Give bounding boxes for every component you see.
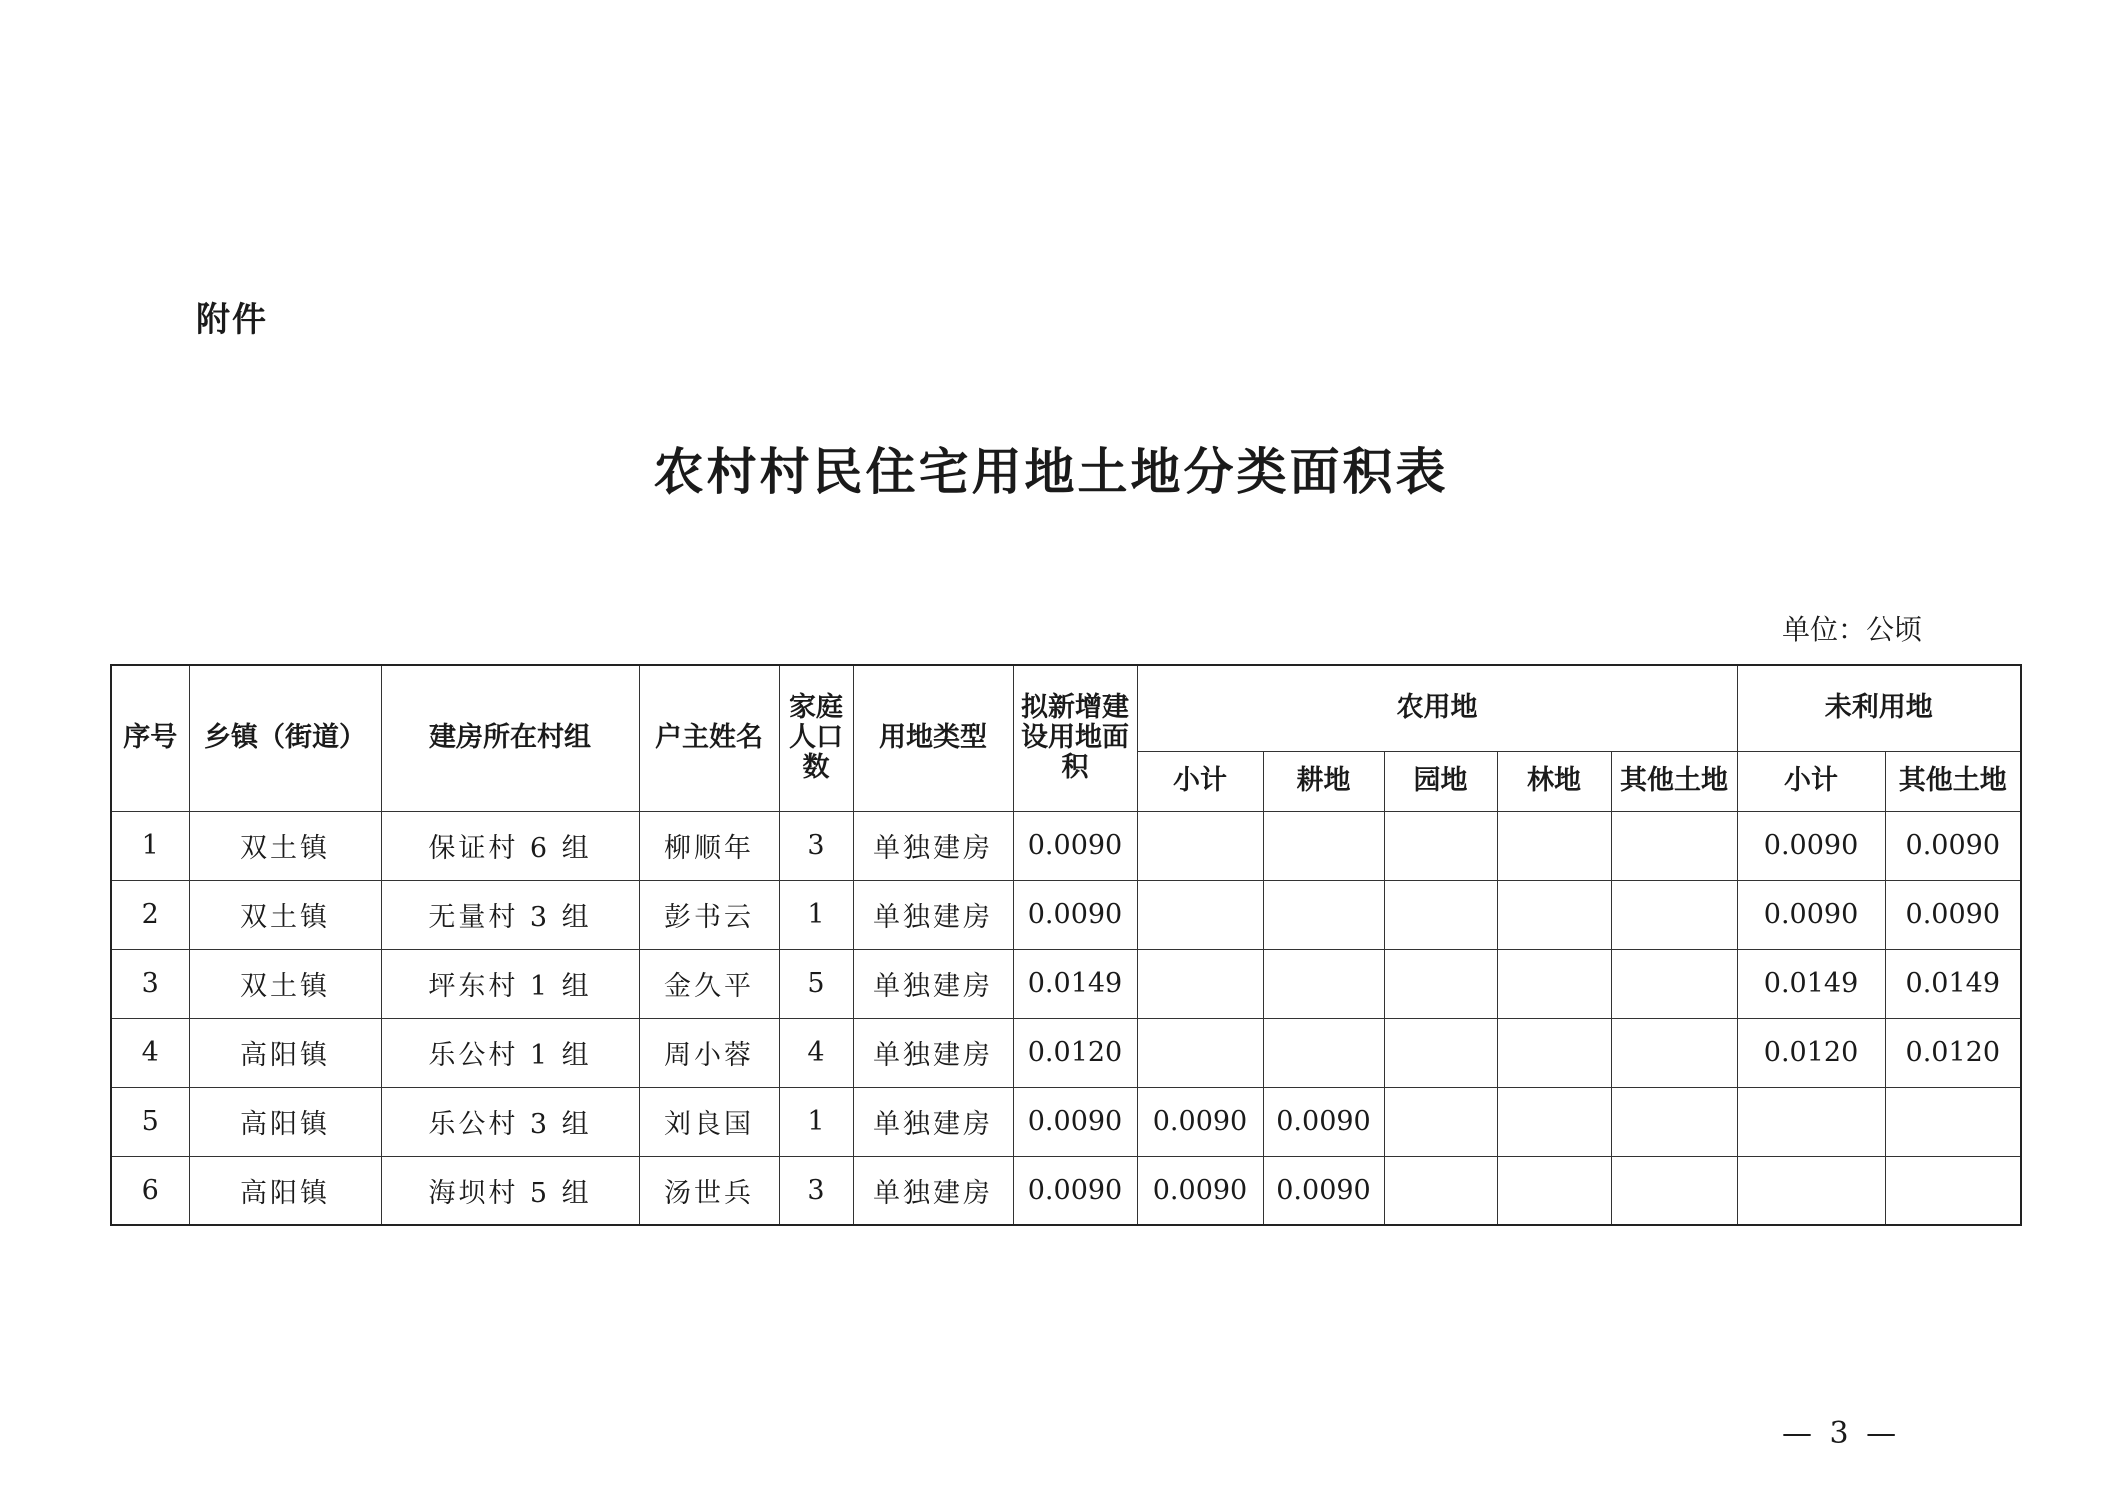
cell-family-population: 5	[779, 949, 853, 1018]
cell-householder: 汤世兵	[639, 1156, 779, 1225]
cell-ag-garden	[1384, 880, 1497, 949]
header-ag-forest: 林地	[1497, 751, 1611, 811]
header-town: 乡镇（街道）	[189, 665, 381, 811]
cell-family-population: 1	[779, 880, 853, 949]
cell-town: 高阳镇	[189, 1087, 381, 1156]
cell-town: 双土镇	[189, 880, 381, 949]
table-row	[111, 1156, 2021, 1225]
cell-householder: 金久平	[639, 949, 779, 1018]
cell-seq: 5	[111, 1087, 189, 1156]
cell-ag-forest	[1497, 949, 1611, 1018]
cell-land-use-type: 单独建房	[853, 880, 1013, 949]
cell-ag-garden	[1384, 1018, 1497, 1087]
unit-label: 单位：公顷	[1782, 613, 1923, 646]
cell-ag-garden	[1384, 949, 1497, 1018]
cell-new-area: 0.0090	[1013, 1087, 1137, 1156]
table-row	[111, 1087, 2021, 1156]
header-seq: 序号	[111, 665, 189, 811]
land-classification-table	[110, 664, 2022, 1226]
header-village-group: 建房所在村组	[381, 665, 639, 811]
cell-ag-garden	[1384, 811, 1497, 880]
cell-village-group: 海坝村 5 组	[381, 1156, 639, 1225]
cell-town: 双土镇	[189, 949, 381, 1018]
cell-ag-subtotal	[1137, 949, 1263, 1018]
attachment-label: 附件	[196, 300, 268, 340]
cell-unused-subtotal	[1737, 1087, 1885, 1156]
cell-ag-other	[1611, 1087, 1737, 1156]
cell-unused-subtotal: 0.0120	[1737, 1018, 1885, 1087]
header-unused-other: 其他土地	[1885, 751, 2021, 811]
cell-householder: 周小蓉	[639, 1018, 779, 1087]
cell-ag-arable	[1263, 811, 1384, 880]
header-householder: 户主姓名	[639, 665, 779, 811]
cell-ag-other	[1611, 811, 1737, 880]
cell-new-area: 0.0120	[1013, 1018, 1137, 1087]
table-row	[111, 1018, 2021, 1087]
cell-new-area: 0.0149	[1013, 949, 1137, 1018]
cell-ag-garden	[1384, 1087, 1497, 1156]
cell-seq: 2	[111, 880, 189, 949]
cell-ag-forest	[1497, 1087, 1611, 1156]
cell-new-area: 0.0090	[1013, 880, 1137, 949]
cell-ag-subtotal	[1137, 880, 1263, 949]
cell-seq: 3	[111, 949, 189, 1018]
cell-land-use-type: 单独建房	[853, 811, 1013, 880]
cell-ag-subtotal	[1137, 1018, 1263, 1087]
cell-ag-arable	[1263, 949, 1384, 1018]
cell-unused-subtotal: 0.0149	[1737, 949, 1885, 1018]
header-land-use-type: 用地类型	[853, 665, 1013, 811]
cell-seq: 6	[111, 1156, 189, 1225]
cell-family-population: 3	[779, 811, 853, 880]
cell-ag-other	[1611, 880, 1737, 949]
cell-ag-other	[1611, 1156, 1737, 1225]
cell-town: 高阳镇	[189, 1018, 381, 1087]
cell-unused-subtotal	[1737, 1156, 1885, 1225]
document-title: 农村村民住宅用地土地分类面积表	[653, 443, 1449, 501]
cell-unused-other: 0.0090	[1885, 811, 2021, 880]
cell-ag-other	[1611, 1018, 1737, 1087]
header-ag-other: 其他土地	[1611, 751, 1737, 811]
cell-village-group: 乐公村 3 组	[381, 1087, 639, 1156]
table-row	[111, 880, 2021, 949]
cell-ag-subtotal: 0.0090	[1137, 1156, 1263, 1225]
cell-unused-other	[1885, 1087, 2021, 1156]
cell-seq: 1	[111, 811, 189, 880]
header-unused-land: 未利用地	[1737, 665, 2021, 751]
cell-town: 双土镇	[189, 811, 381, 880]
cell-ag-arable	[1263, 880, 1384, 949]
cell-new-area: 0.0090	[1013, 811, 1137, 880]
cell-unused-other: 0.0090	[1885, 880, 2021, 949]
cell-ag-forest	[1497, 1156, 1611, 1225]
header-ag-arable: 耕地	[1263, 751, 1384, 811]
cell-unused-subtotal: 0.0090	[1737, 811, 1885, 880]
cell-ag-arable	[1263, 1018, 1384, 1087]
cell-family-population: 4	[779, 1018, 853, 1087]
header-agricultural-land: 农用地	[1137, 665, 1737, 751]
cell-village-group: 无量村 3 组	[381, 880, 639, 949]
cell-land-use-type: 单独建房	[853, 1018, 1013, 1087]
cell-ag-forest	[1497, 811, 1611, 880]
cell-land-use-type: 单独建房	[853, 1087, 1013, 1156]
cell-village-group: 乐公村 1 组	[381, 1018, 639, 1087]
cell-ag-forest	[1497, 880, 1611, 949]
cell-village-group: 坪东村 1 组	[381, 949, 639, 1018]
cell-ag-forest	[1497, 1018, 1611, 1087]
cell-town: 高阳镇	[189, 1156, 381, 1225]
cell-unused-other: 0.0149	[1885, 949, 2021, 1018]
cell-family-population: 3	[779, 1156, 853, 1225]
cell-land-use-type: 单独建房	[853, 1156, 1013, 1225]
cell-ag-other	[1611, 949, 1737, 1018]
page-number: — 3 —	[1782, 1416, 1901, 1451]
cell-seq: 4	[111, 1018, 189, 1087]
cell-land-use-type: 单独建房	[853, 949, 1013, 1018]
header-new-construction-area: 拟新增建设用地面积	[1013, 665, 1137, 811]
cell-ag-subtotal: 0.0090	[1137, 1087, 1263, 1156]
cell-householder: 刘良国	[639, 1087, 779, 1156]
cell-unused-other	[1885, 1156, 2021, 1225]
cell-ag-arable: 0.0090	[1263, 1087, 1384, 1156]
table-row	[111, 811, 2021, 880]
cell-new-area: 0.0090	[1013, 1156, 1137, 1225]
cell-unused-other: 0.0120	[1885, 1018, 2021, 1087]
header-family-population: 家庭人口数	[779, 665, 853, 811]
cell-unused-subtotal: 0.0090	[1737, 880, 1885, 949]
header-ag-subtotal: 小计	[1137, 751, 1263, 811]
cell-family-population: 1	[779, 1087, 853, 1156]
cell-householder: 彭书云	[639, 880, 779, 949]
cell-ag-arable: 0.0090	[1263, 1156, 1384, 1225]
cell-householder: 柳顺年	[639, 811, 779, 880]
table-row	[111, 949, 2021, 1018]
cell-ag-subtotal	[1137, 811, 1263, 880]
cell-village-group: 保证村 6 组	[381, 811, 639, 880]
cell-ag-garden	[1384, 1156, 1497, 1225]
header-unused-subtotal: 小计	[1737, 751, 1885, 811]
header-ag-garden: 园地	[1384, 751, 1497, 811]
